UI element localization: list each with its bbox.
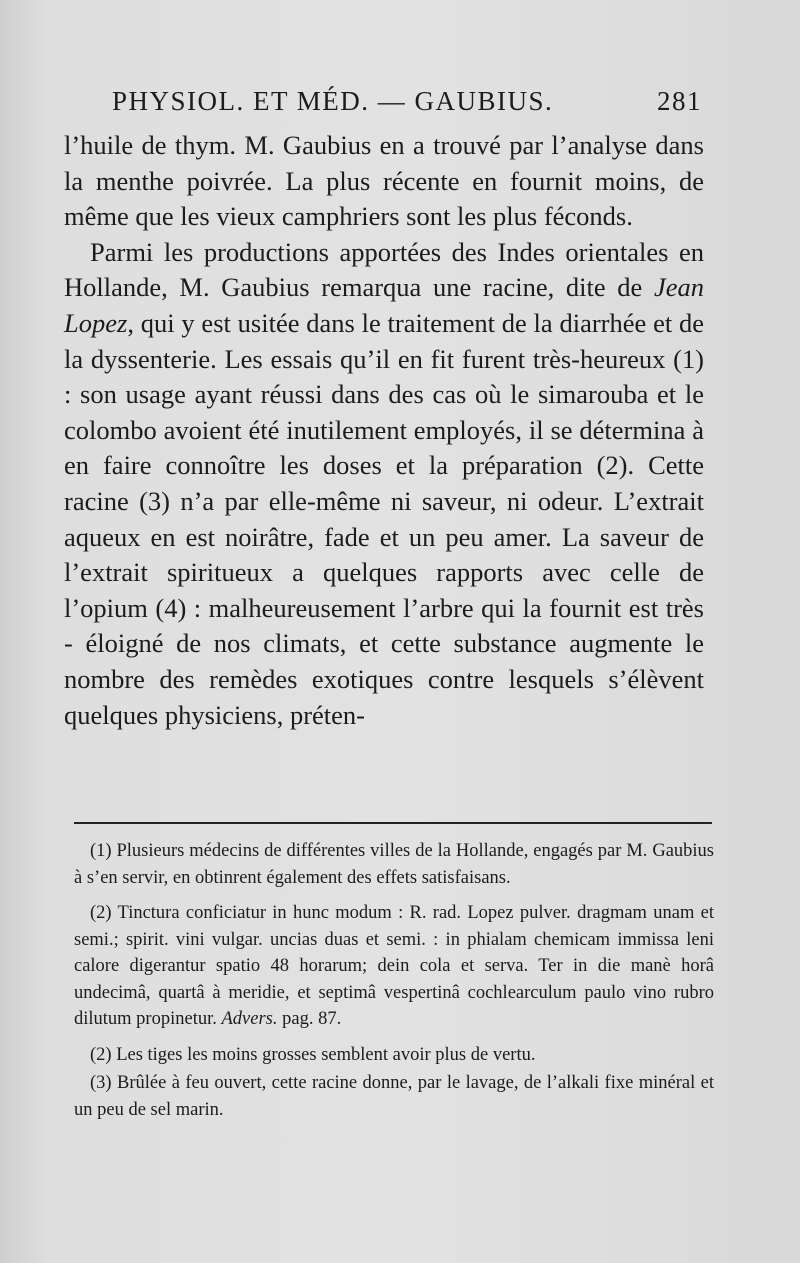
footnotes [74, 838, 714, 1132]
footnote-2-italic: Advers. [221, 1009, 278, 1029]
footnote-1: (1) Plusieurs médecins de différentes villes de la Hollande, engagés par M. Gaubius à s’en servir, en obtinrent également des effets satisfaisans. [74, 841, 714, 888]
main-text [64, 128, 704, 733]
page-number: 281 [657, 86, 702, 116]
footnote-2-text: (2) Tinctura conficiatur in hunc modum : R. rad. Lopez pulver. dragmam unam et semi.; spirit. vini vulgar. uncias duas et semi. : in phialam chemicam immissa leni calore digerantur spatio 48 horarum; dein cola et serva. Ter in die manè horâ undecimâ, quartâ à meridie, et septimâ vespertinâ cochlearculum paulo vino rubro dilutum propinetur. [74, 903, 714, 1029]
paragraph-2 [64, 235, 704, 733]
footnote-4: (3) Brûlée à feu ouvert, cette racine donne, par le lavage, de l’alkali fixe minéral et un peu de sel marin. [74, 1073, 714, 1120]
footnote-2-end: pag. 87. [277, 1009, 342, 1029]
footnote-2 [74, 900, 714, 1033]
paragraph-1: l’huile de thym. M. Gaubius en a trouvé par l’analyse dans la menthe poivrée. La plus récente en fournit moins, de même que les vieux camphriers sont les plus féconds. [64, 130, 704, 232]
header-title: PHYSIOL. ET MÉD. — GAUBIUS. [112, 86, 554, 116]
paragraph-2-start: Parmi les productions apportées des Indes orientales en Hollande, M. Gaubius remarqua une racine, dite de [64, 236, 704, 303]
footnote-3: (2) Les tiges les moins grosses semblent avoir plus de vertu. [90, 1044, 536, 1065]
paragraph-2-italic: Jean Lopez [64, 272, 704, 338]
running-header [112, 86, 702, 117]
footnote-rule [74, 822, 712, 824]
paragraph-2-rest: , qui y est usitée dans le traitement de la diarrhée et de la dyssenterie. Les essais qu’il en fit furent très-heureux (1) : son usage ayant réussi dans des cas où le simarouba et le colombo avoient été inutilement employés, il se détermina à en faire connoître les doses et la préparation (2). Cette racine (3) n’a par elle-même ni saveur, ni odeur. L’extrait aqueux en est noirâtre, fade et un peu amer. La saveur de l’extrait spiritueux a quelques rapports avec celle de l’opium (4) : malheureusement l’arbre qui la fournit est très - éloigné de nos climats, et cette substance augmente le nombre des remèdes exotiques contre lesquels s’élèvent quelques physiciens, préten- [64, 307, 704, 730]
